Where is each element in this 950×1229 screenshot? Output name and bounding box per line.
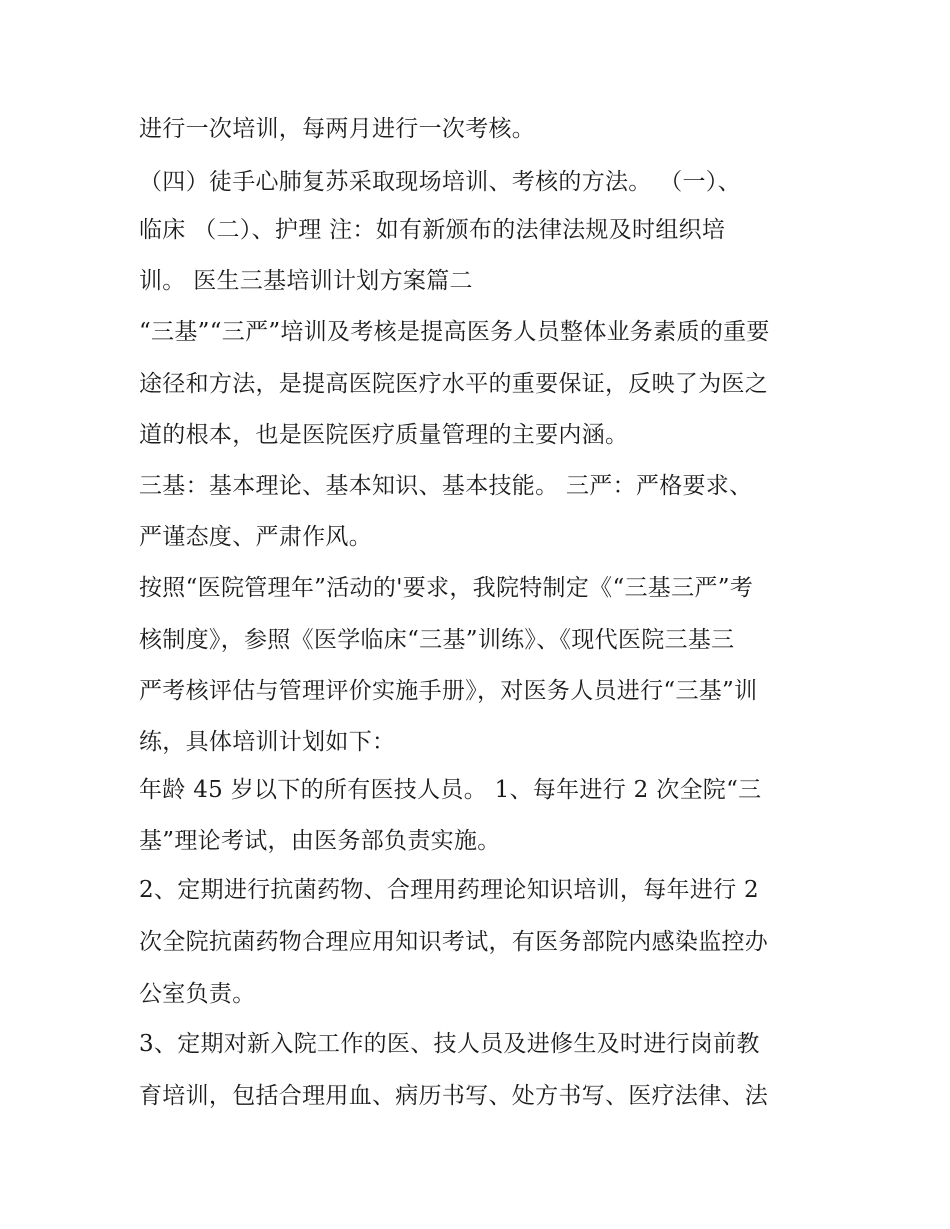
text-line: （四）徒手心肺复苏采取现场培训、考核的方法。 （一）、: [139, 169, 741, 195]
text-line: 育培训，包括合理用血、病历书写、处方书写、医疗法律、法: [139, 1083, 769, 1109]
text-line: 临床 （二）、护理 注：如有新颁布的法律法规及时组织培: [139, 217, 726, 243]
text-line: 严谨态度、严肃作风。: [139, 524, 372, 550]
text-line: 严考核评估与管理评价实施手册》，对医务人员进行“三基”训: [139, 678, 758, 704]
text-line: 基”理论考试，由医务部负责实施。: [139, 828, 501, 854]
text-line: 道的根本，也是医院医疗质量管理的主要内涵。: [139, 422, 629, 448]
text-line: 练，具体培训计划如下：: [139, 729, 396, 755]
text-line: 公室负责。: [139, 981, 256, 1007]
text-line: “三基”“三严”培训及考核是提高医务人员整体业务素质的重要: [139, 319, 770, 345]
text-line: 年龄 45 岁以下的所有医技人员。 1、每年进行 2 次全院“三: [139, 777, 762, 803]
text-line: 按照“医院管理年”活动的'要求，我院特制定《“三基三严”考: [139, 575, 754, 601]
text-line: 进行一次培训，每两月进行一次考核。: [139, 116, 536, 142]
text-line: 次全院抗菌药物合理应用知识考试，有医务部院内感染监控办: [139, 929, 769, 955]
text-line: 途径和方法，是提高医院医疗水平的重要保证，反映了为医之: [139, 371, 769, 397]
text-line: 3、定期对新入院工作的医、技人员及进修生及时进行岗前教: [139, 1031, 760, 1057]
text-line: 核制度》，参照《医学临床“三基”训练》、《现代医院三基三: [139, 627, 735, 653]
text-line: 三基：基本理论、基本知识、基本技能。 三严：严格要求、: [139, 473, 753, 499]
text-line: 2、定期进行抗菌药物、合理用药理论知识培训，每年进行 2: [139, 877, 759, 903]
text-line: 训。 医生三基培训计划方案篇二: [139, 268, 473, 294]
